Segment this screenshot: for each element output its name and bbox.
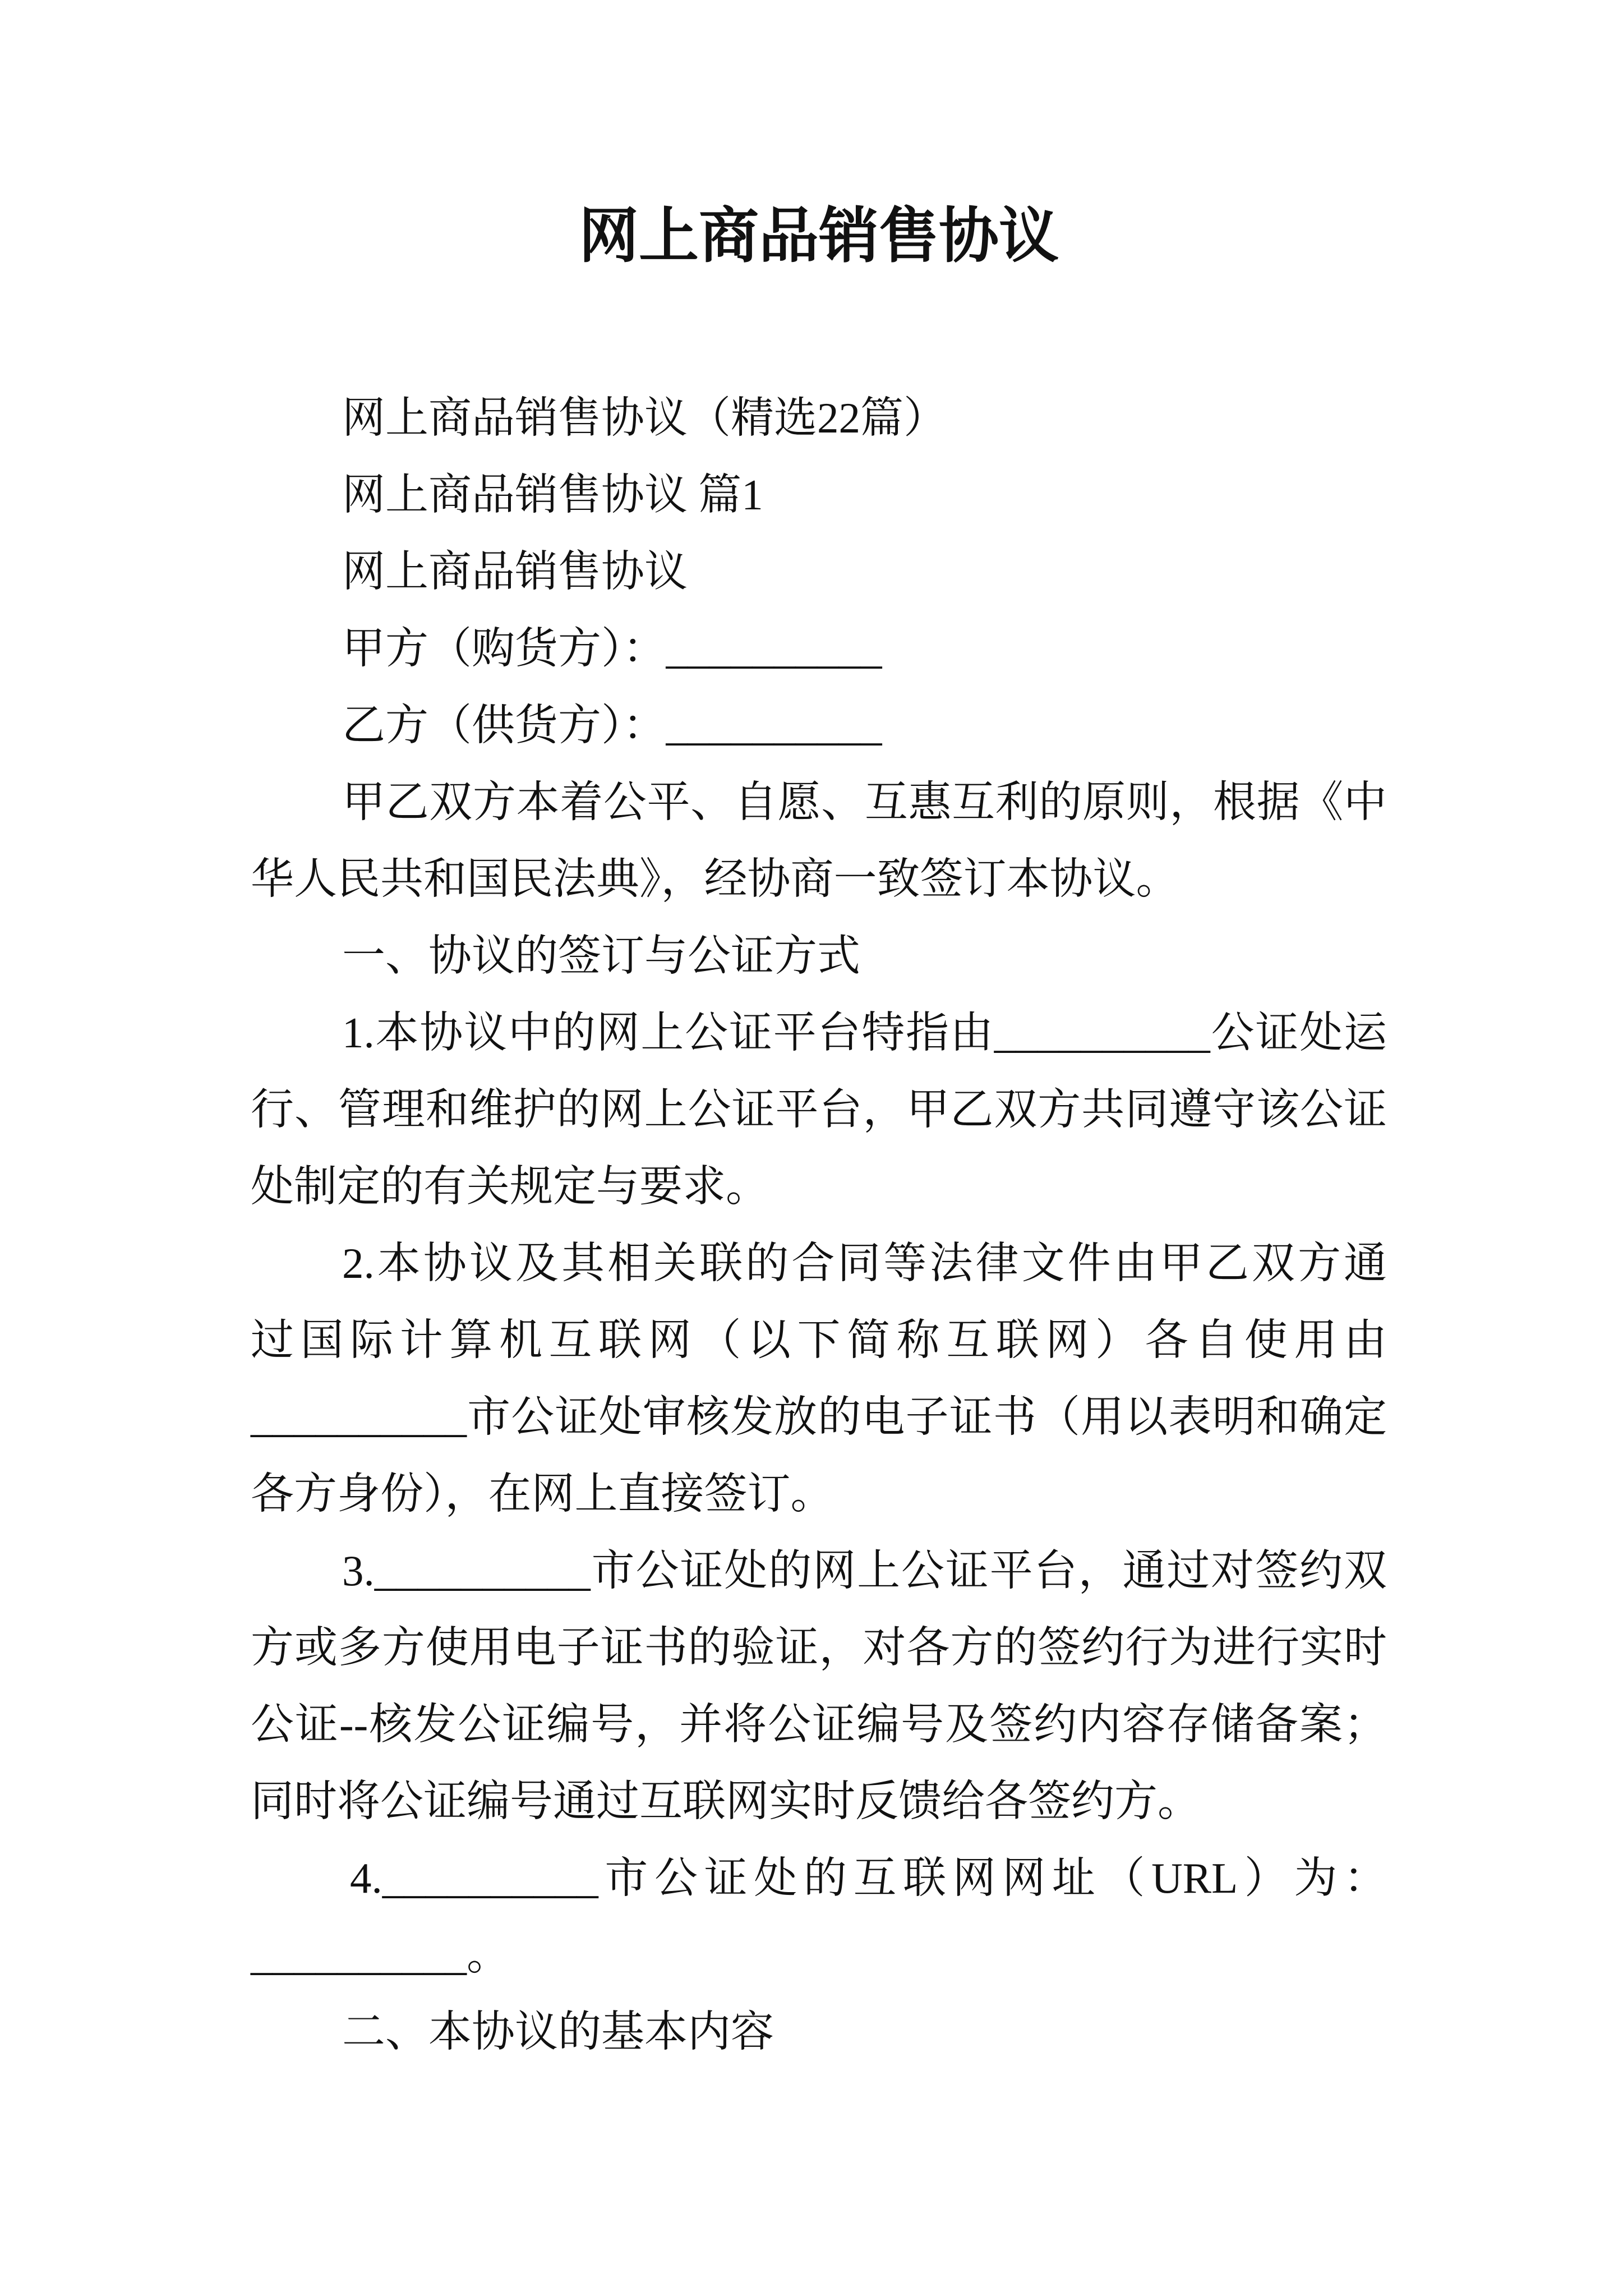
clause-line: 各方身份），在网上直接签订。 [251,1470,834,1518]
clause-line: 行、管理和维护的网上公证平台，甲乙双方共同遵守该公证 [251,1085,1387,1134]
clause-line: 同时将公证编号通过互联网实时反馈给各签约方。 [251,1777,1201,1825]
collection-title: 网上商品销售协议（精选22篇） [342,394,947,442]
article-heading: 网上商品销售协议 篇1 [342,471,763,519]
preamble-line: 甲乙双方本着公平、自愿、互惠互利的原则，根据《中 [342,778,1387,826]
clause-line: 1.本协议中的网上公证平台特指由__________公证处运 [342,1009,1387,1057]
party-a-line: 甲方（购货方）：__________ [342,624,882,673]
clause-line: 方或多方使用电子证书的验证，对各方的签约行为进行实时 [251,1623,1387,1672]
clause-line: 4.__________市公证处的互联网网址（URL）为： [350,1854,1387,1902]
preamble-line: 华人民共和国民法典》，经协商一致签订本协议。 [251,855,1179,903]
section-heading: 二、本协议的基本内容 [342,2008,774,2056]
section-heading: 一、协议的签订与公证方式 [342,932,860,980]
party-b-line: 乙方（供货方）：__________ [342,701,882,749]
document-body [251,380,1387,2070]
clause-line: 公证--核发公证编号，并将公证编号及签约内容存储备案； [251,1700,1387,1749]
clause-line: __________。 [251,1931,510,1979]
clause-line: 过国际计算机互联网（以下简称互联网）各自使用由 [251,1316,1387,1364]
agreement-name: 网上商品销售协议 [342,547,688,596]
clause-line: 处制定的有关规定与要求。 [251,1162,769,1211]
clause-line: __________市公证处审核发放的电子证书（用以表明和确定 [251,1393,1387,1441]
document-title: 网上商品销售协议 [578,201,1059,271]
clause-line: 3.__________市公证处的网上公证平台，通过对签约双 [342,1547,1387,1595]
clause-line: 2.本协议及其相关联的合同等法律文件由甲乙双方通 [342,1239,1387,1287]
